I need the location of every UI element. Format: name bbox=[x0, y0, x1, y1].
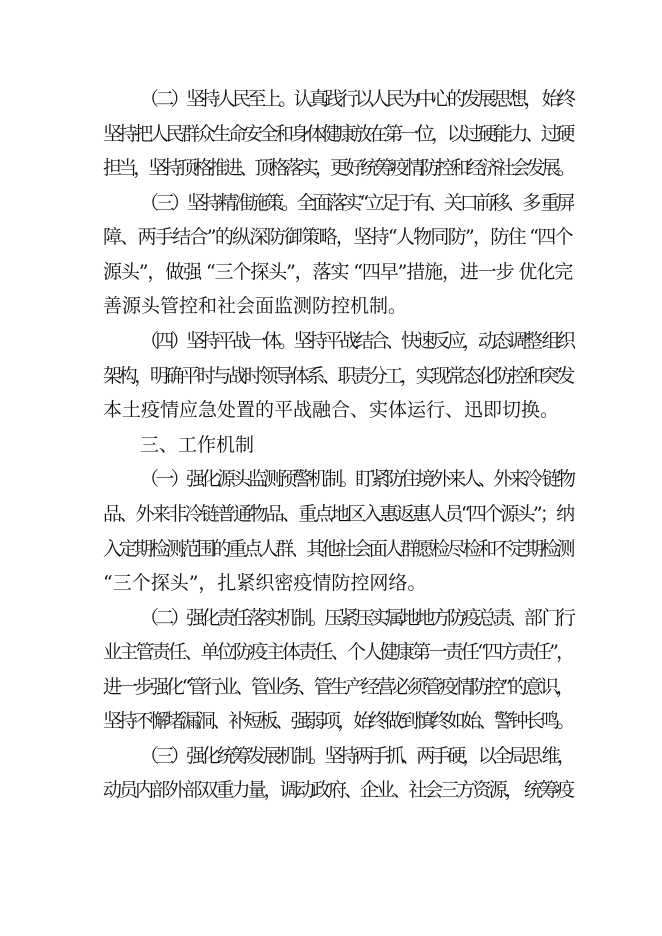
text-line: 业主管责任、单位防疫主体责任、个人健康第一责任“四方责任”， bbox=[103, 641, 573, 663]
text-line: 障、两手结合”的纵深防御策略，坚持“人物同防”，防住 “四个 bbox=[103, 226, 572, 248]
text-line: 源头”，做强 “三个探头”，落实 “四早”措施，进一步 优化完 bbox=[103, 261, 573, 283]
text-line: （一）强化源头监测预警机制。盯紧防住境外来人、外来冷 链物 bbox=[140, 468, 573, 490]
section-heading: 三、工作机制 bbox=[140, 434, 255, 456]
text-line: 品、外来非冷链普通物品、重点地区入惠返惠人员“四个源头”；纳 bbox=[103, 503, 573, 525]
text-line: 动员内部外部双重力量，调动政府、企业、社会三方资源， 统筹疫 bbox=[103, 779, 573, 801]
text-line: “三个探头”，扎紧织密疫情防控网络。 bbox=[103, 572, 427, 594]
text-line: 进一步强化“管行业、管业务、管生产经营必须管疫情防控”的意识， bbox=[103, 676, 572, 698]
text-line: 善源头管控和社会面监测防控机制。 bbox=[103, 295, 408, 317]
text-line: 本土疫情应急处置的平战融合、实体运行、迅即切换。 bbox=[103, 399, 560, 421]
text-line: 入定期检测范围的重点人群、其他社会面人群愿检尽检和不定期检测 bbox=[103, 538, 573, 560]
text-line: 架构，明确平时与战时领导体系、职责分工，实现常态化防控和突发 bbox=[103, 365, 573, 387]
text-line: （四）坚持平战一体。坚持平战结合、快速反应，动态调整 组织 bbox=[140, 330, 573, 352]
text-line: 坚持不懈堵漏洞、补短板、强弱项，始终做到慎终如始、警钟长鸣。 bbox=[103, 710, 573, 732]
text-line: （二）强化责任落实机制。压紧压实属地地方防疫总责、部 门行 bbox=[140, 607, 573, 629]
text-line: 担当，坚持顶格推进、顶格落实，更好统筹疫情防控和经济社会发展。 bbox=[103, 157, 573, 179]
text-line: （三）强化统筹发展机制。坚持两手抓、两手硬，以全局思 维， bbox=[140, 745, 573, 767]
text-line: 坚持把人民群众生命安全和身体健康放在第一位，以过硬能力、过硬 bbox=[103, 123, 573, 145]
text-line: （三）坚持精准施策。全面落实“立足于有、关口前移、多 重屏 bbox=[140, 192, 573, 214]
text-line: （二）坚持人民至上。认真践行以人民为中心的发展思想， 始终 bbox=[140, 88, 573, 110]
